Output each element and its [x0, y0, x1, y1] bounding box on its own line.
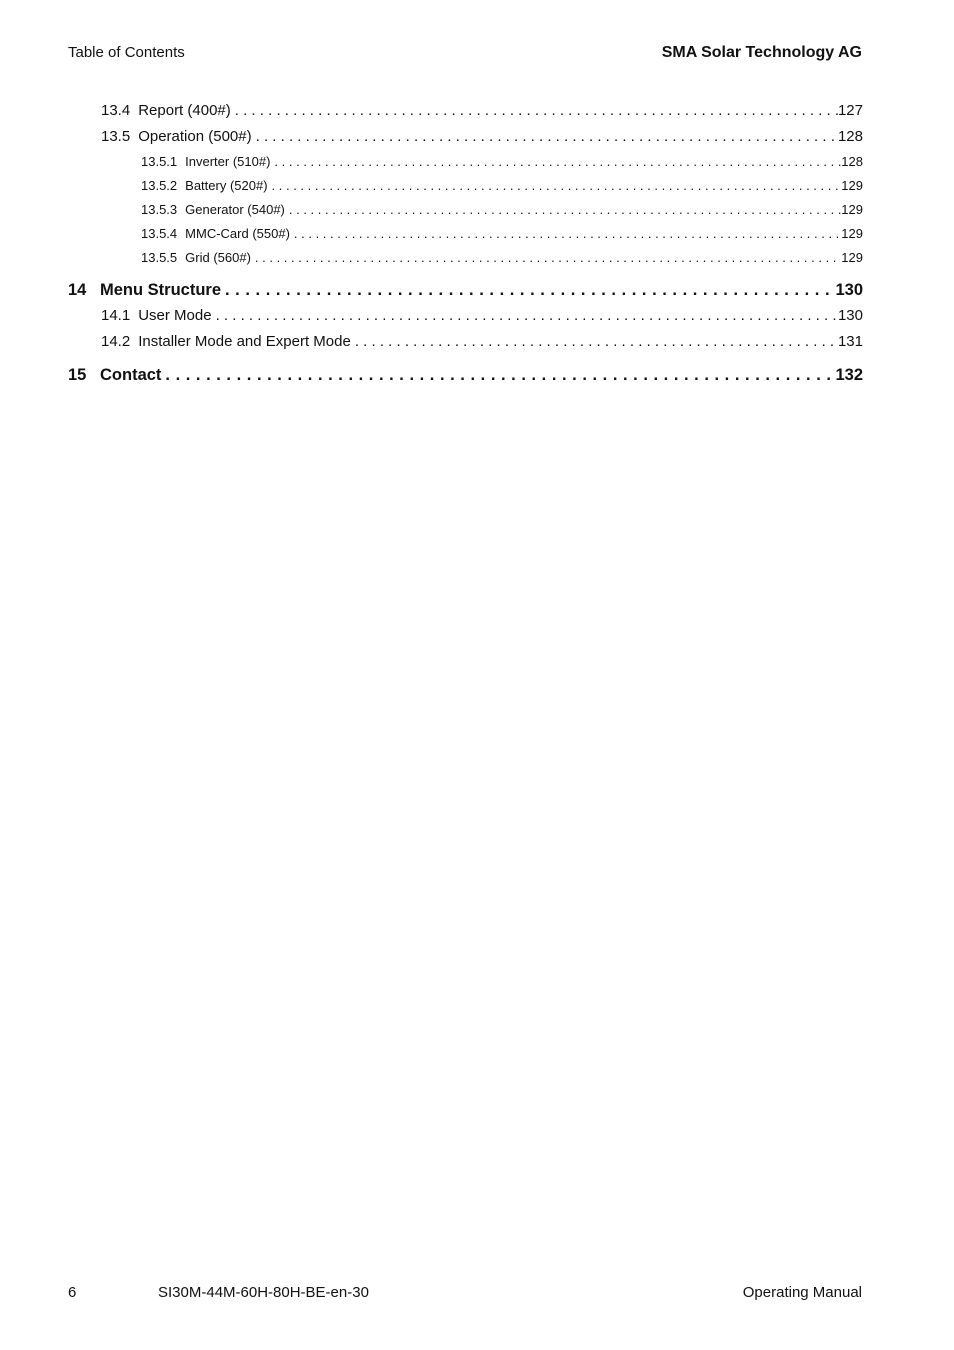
- toc-entry-page: 127: [837, 102, 863, 119]
- toc-entry-title: Menu Structure: [100, 281, 222, 299]
- toc-entry-title: Report (400#): [138, 102, 231, 119]
- toc-entry-number: 13.5.3: [141, 202, 178, 217]
- toc-chapter-14[interactable]: [68, 281, 863, 307]
- toc-dot-leader: [268, 178, 842, 193]
- toc-entry-13-5-4[interactable]: [68, 226, 863, 250]
- toc-entry-number: 14.1: [101, 307, 131, 324]
- toc-entry-page: 129: [841, 250, 863, 265]
- header-section-title: Table of Contents: [68, 44, 185, 61]
- toc-entry-13-5-3[interactable]: [68, 202, 863, 226]
- toc-dot-leader: [231, 102, 838, 119]
- footer-document-code: SI30M-44M-60H-80H-BE-en-30: [158, 1284, 369, 1301]
- toc-entry-13-4[interactable]: [68, 102, 863, 128]
- toc-entry-14-2[interactable]: [68, 333, 863, 359]
- toc-dot-leader: [285, 202, 841, 217]
- toc-dot-leader: [161, 366, 835, 385]
- toc-entry-title: Contact: [100, 366, 162, 384]
- toc-entry-13-5-1[interactable]: [68, 154, 863, 178]
- toc-entry-title: Battery (520#): [185, 178, 268, 193]
- toc-entry-page: 130: [837, 307, 863, 324]
- toc-entry-13-5-5[interactable]: [68, 250, 863, 274]
- toc-entry-page: 129: [841, 202, 863, 217]
- footer-document-type: Operating Manual: [742, 1284, 862, 1301]
- toc-dot-leader: [251, 250, 841, 265]
- footer-page-number: 6: [68, 1284, 77, 1301]
- toc-entry-title: Installer Mode and Expert Mode: [138, 333, 351, 350]
- toc-entry-title: Operation (500#): [138, 128, 252, 145]
- toc-entry-number: 13.5.5: [141, 250, 178, 265]
- toc-dot-leader: [212, 307, 838, 324]
- toc-dot-leader: [351, 333, 838, 350]
- toc-entry-page: 129: [841, 226, 863, 241]
- toc-entry-page: 128: [841, 154, 863, 169]
- toc-entry-page: 129: [841, 178, 863, 193]
- toc-entry-page: 131: [837, 333, 863, 350]
- toc-entry-page: 128: [837, 128, 863, 145]
- toc-entry-14-1[interactable]: [68, 307, 863, 333]
- toc-dot-leader: [290, 226, 841, 241]
- table-of-contents: [68, 102, 863, 392]
- toc-entry-number: 13.5: [101, 128, 131, 145]
- toc-entry-title: User Mode: [138, 307, 212, 324]
- toc-entry-page: 132: [835, 366, 863, 384]
- toc-entry-13-5[interactable]: [68, 128, 863, 154]
- toc-dot-leader: [252, 128, 838, 145]
- toc-entry-number: 14.2: [101, 333, 131, 350]
- toc-entry-title: MMC-Card (550#): [185, 226, 290, 241]
- toc-entry-number: 14: [68, 281, 87, 299]
- toc-chapter-15[interactable]: [68, 366, 863, 392]
- toc-entry-number: 15: [68, 366, 87, 384]
- toc-entry-title: Inverter (510#): [185, 154, 271, 169]
- toc-dot-leader: [270, 154, 841, 169]
- toc-entry-number: 13.4: [101, 102, 131, 119]
- toc-dot-leader: [221, 281, 835, 300]
- toc-entry-number: 13.5.1: [141, 154, 178, 169]
- toc-entry-13-5-2[interactable]: [68, 178, 863, 202]
- toc-entry-number: 13.5.2: [141, 178, 178, 193]
- toc-entry-title: Generator (540#): [185, 202, 285, 217]
- toc-entry-page: 130: [835, 281, 863, 299]
- toc-entry-number: 13.5.4: [141, 226, 178, 241]
- toc-entry-title: Grid (560#): [185, 250, 251, 265]
- header-company-name: SMA Solar Technology AG: [661, 44, 862, 61]
